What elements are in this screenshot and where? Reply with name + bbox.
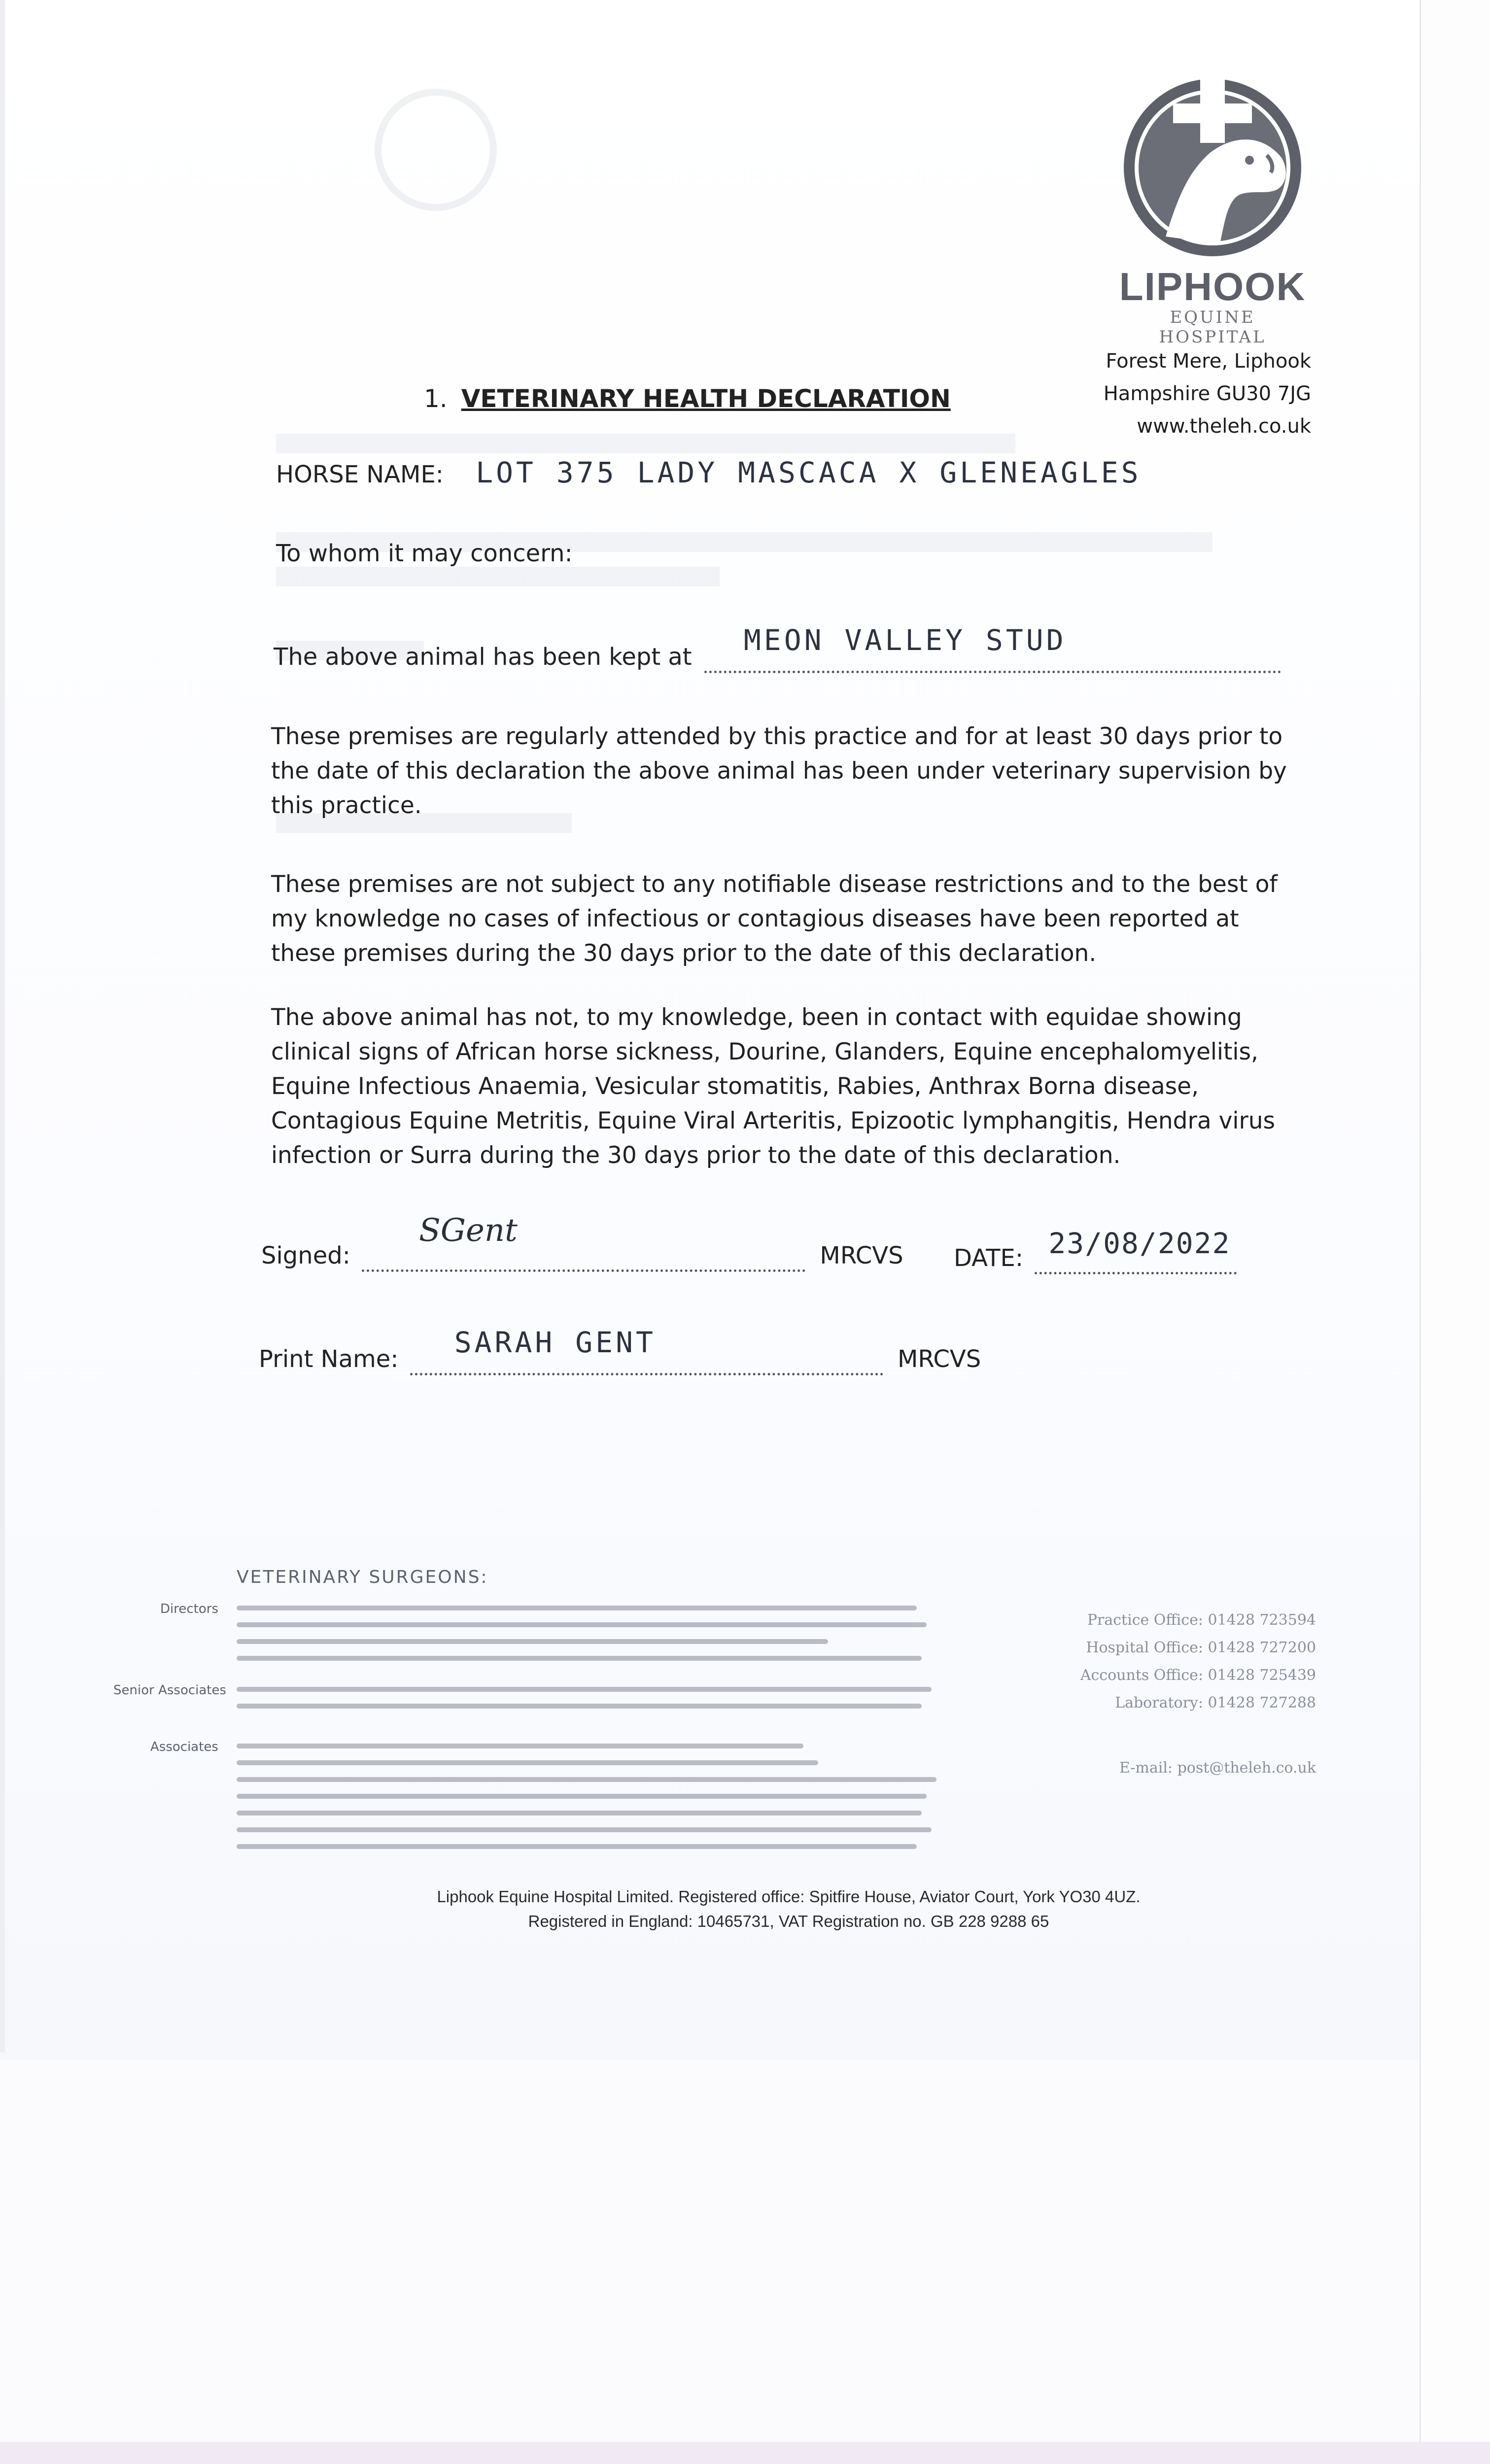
footer-label-directors: Directors bbox=[160, 1602, 218, 1616]
registered-office-line: Liphook Equine Hospital Limited. Registered office: Spitfire House, Aviator Court, York YO30 4UZ. bbox=[437, 1887, 1141, 1906]
horse-name-label: HORSE NAME: bbox=[276, 461, 444, 488]
laboratory-office: Laboratory: 01428 727288 bbox=[1115, 1694, 1316, 1711]
accounts-office: Accounts Office: 01428 725439 bbox=[1080, 1667, 1316, 1684]
hospital-address bbox=[1084, 345, 1311, 443]
declaration-title: VETERINARY HEALTH DECLARATION bbox=[461, 384, 951, 413]
hospital-logo bbox=[1114, 74, 1311, 347]
directors-names-block bbox=[237, 1602, 936, 1671]
horse-name-value: LOT 375 LADY MASCACA X GLENEAGLES bbox=[476, 456, 1142, 489]
address-website: www.theleh.co.uk bbox=[1137, 415, 1311, 438]
paragraph-no-contact: The above animal has not, to my knowledge, been in contact with equidae showing clinical signs of African horse sickness, Dourine, Glanders, Equine encephalomyelitis, Equine Infectious Anaemia, Vesicular stomatitis, Rabies, Anthrax Borna disease, Contagious Equine Metritis, Equine Viral Arteritis, Epizootic lymphangitis, Hendra virus infection or Surra during the 30 days prior to the date of this declaration. bbox=[271, 1004, 1276, 1169]
horse-head-cross-icon bbox=[1119, 74, 1306, 261]
logo-wordmark: LIPHOOK bbox=[1119, 265, 1306, 308]
footer-label-senior-associates: Senior Associates bbox=[113, 1683, 227, 1698]
signed-row bbox=[261, 1242, 903, 1272]
registration-numbers-line: Registered in England: 10465731, VAT Registration no. GB 228 9288 65 bbox=[528, 1912, 1049, 1930]
senior-associates-names-block bbox=[237, 1683, 936, 1722]
scan-bottom-edge bbox=[0, 2442, 1490, 2464]
address-line2: Hampshire GU30 7JG bbox=[1103, 382, 1311, 405]
address-line1: Forest Mere, Liphook bbox=[1106, 350, 1311, 373]
signature-handwriting: SGent bbox=[419, 1212, 518, 1249]
print-name-row bbox=[259, 1326, 981, 1375]
illegible-text-lines bbox=[237, 1683, 936, 1722]
kept-at-field bbox=[704, 623, 1281, 673]
bleedthrough-logo-circle bbox=[375, 89, 497, 211]
paragraph-no-disease: These premises are not subject to any notifiable disease restrictions and to the best of my knowledge no cases of infectious or contagious diseases have been reported at these premises during the 30 days prior to the date of this declaration. bbox=[271, 871, 1278, 967]
bleedthrough-line bbox=[276, 434, 1015, 453]
kept-at-row bbox=[274, 623, 1281, 673]
date-value: 23/08/2022 bbox=[1048, 1227, 1231, 1260]
office-phone-numbers bbox=[1030, 1607, 1316, 1717]
signed-suffix: MRCVS bbox=[820, 1242, 903, 1269]
footer-heading: VETERINARY SURGEONS: bbox=[237, 1567, 488, 1587]
declaration-number: 1. bbox=[424, 384, 448, 413]
paragraph-supervision: These premises are regularly attended by this practice and for at least 30 days prior to the date of this declaration the above animal has been under veterinary supervision by this practice. bbox=[271, 723, 1287, 819]
scan-bottom-area bbox=[0, 2060, 1420, 2464]
kept-at-value: MEON VALLEY STUD bbox=[743, 623, 1067, 657]
footer-email: E-mail: post@theleh.co.uk bbox=[1119, 1759, 1316, 1777]
horse-name-row bbox=[276, 456, 1142, 489]
scan-left-edge bbox=[0, 0, 5, 2053]
print-name-field bbox=[410, 1326, 883, 1375]
print-name-value: SARAH GENT bbox=[454, 1326, 656, 1359]
illegible-text-lines bbox=[237, 1740, 936, 1863]
print-name-label: Print Name: bbox=[259, 1345, 399, 1373]
date-row bbox=[954, 1227, 1237, 1274]
declaration-heading bbox=[424, 384, 951, 413]
salutation: To whom it may concern: bbox=[276, 540, 573, 567]
date-field bbox=[1035, 1227, 1237, 1274]
scan-right-edge bbox=[1420, 0, 1490, 2464]
logo-subtitle: EQUINE HOSPITAL bbox=[1159, 308, 1266, 347]
illegible-text-lines bbox=[237, 1602, 936, 1671]
print-name-suffix: MRCVS bbox=[897, 1345, 981, 1373]
kept-at-label: The above animal has been kept at bbox=[274, 643, 692, 671]
hospital-office: Hospital Office: 01428 727200 bbox=[1086, 1639, 1316, 1656]
bleedthrough-line bbox=[276, 567, 720, 586]
footer-label-associates: Associates bbox=[150, 1740, 218, 1754]
practice-office: Practice Office: 01428 723594 bbox=[1087, 1611, 1316, 1629]
date-label: DATE: bbox=[954, 1244, 1024, 1272]
signed-label: Signed: bbox=[261, 1242, 350, 1269]
associates-names-block bbox=[237, 1740, 936, 1863]
